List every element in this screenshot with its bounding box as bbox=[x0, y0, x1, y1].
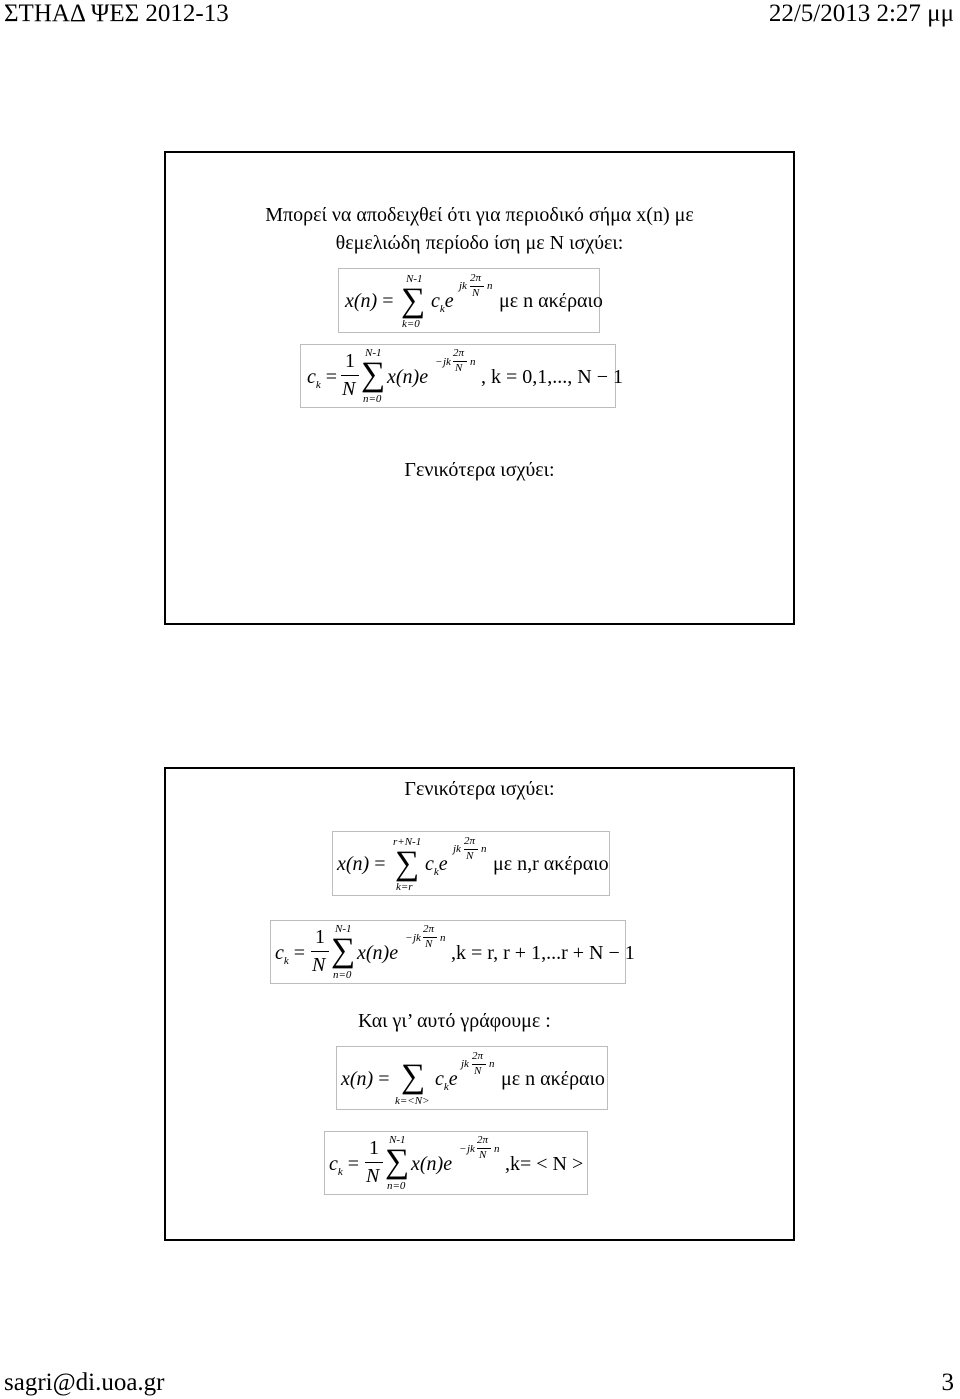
generalization-text-2: Γενικότερα ισχύει: bbox=[404, 778, 555, 800]
eq1-suffix: με n ακέραιο bbox=[499, 290, 603, 312]
analysis-equation-period: $c_k$ = 1 N N-1 ∑ n=0 x(n)e − jk 2π N n ,k= < N > bbox=[324, 1131, 588, 1195]
eq1-suffix-r: με n,r ακέραιο bbox=[493, 853, 609, 875]
slide-2 bbox=[164, 767, 795, 1241]
generalization-text: Γενικότερα ισχύει: bbox=[404, 459, 555, 481]
synthesis-equation-period: x(n) = ∑ k=<N> $c_ke$ jk 2π N n με n ακέραιο bbox=[336, 1046, 608, 1110]
eq3-suffix: με n ακέραιο bbox=[501, 1068, 605, 1090]
intro-line-1: Μπορεί να αποδειχθεί ότι για περιοδικό σήμα x(n) με bbox=[265, 204, 694, 226]
analysis-equation-r: $c_k$ = 1 N N-1 ∑ n=0 x(n)e − jk 2π N n ,k = r, r + 1,...r + N − 1 bbox=[270, 920, 626, 984]
header-datetime: 22/5/2013 2:27 μμ bbox=[768, 0, 954, 27]
eq4-suffix: ,k= < N > bbox=[505, 1153, 584, 1175]
synthesis-equation: x(n) = N-1 ∑ k=0 $c_ke$ jk 2π N n με n ακέραιο bbox=[338, 268, 600, 333]
eq2-suffix-r: ,k = r, r + 1,...r + N − 1 bbox=[451, 942, 635, 964]
footer-page-number: 3 bbox=[941, 1369, 954, 1396]
header-course: ΣΤΗΑΔ ΨΕΣ 2012-13 bbox=[4, 0, 229, 27]
synthesis-equation-r: x(n) = r+N-1 ∑ k=r $c_ke$ jk 2π N n με n,r ακέραιο bbox=[332, 831, 610, 896]
eq2-suffix: , k = 0,1,..., N − 1 bbox=[481, 366, 624, 388]
slide-1 bbox=[164, 151, 795, 625]
footer-email: sagri@di.uoa.gr bbox=[4, 1369, 165, 1396]
analysis-equation: $c_k$ = 1 N N-1 ∑ n=0 x(n)e − jk 2π N n , k = 0,1,..., N − 1 bbox=[300, 344, 616, 408]
intro-line-2: θεμελιώδη περίοδο ίση με N ισχύει: bbox=[335, 232, 624, 254]
therefore-text: Και γι’ αυτό γράφουμε : bbox=[358, 1010, 551, 1032]
